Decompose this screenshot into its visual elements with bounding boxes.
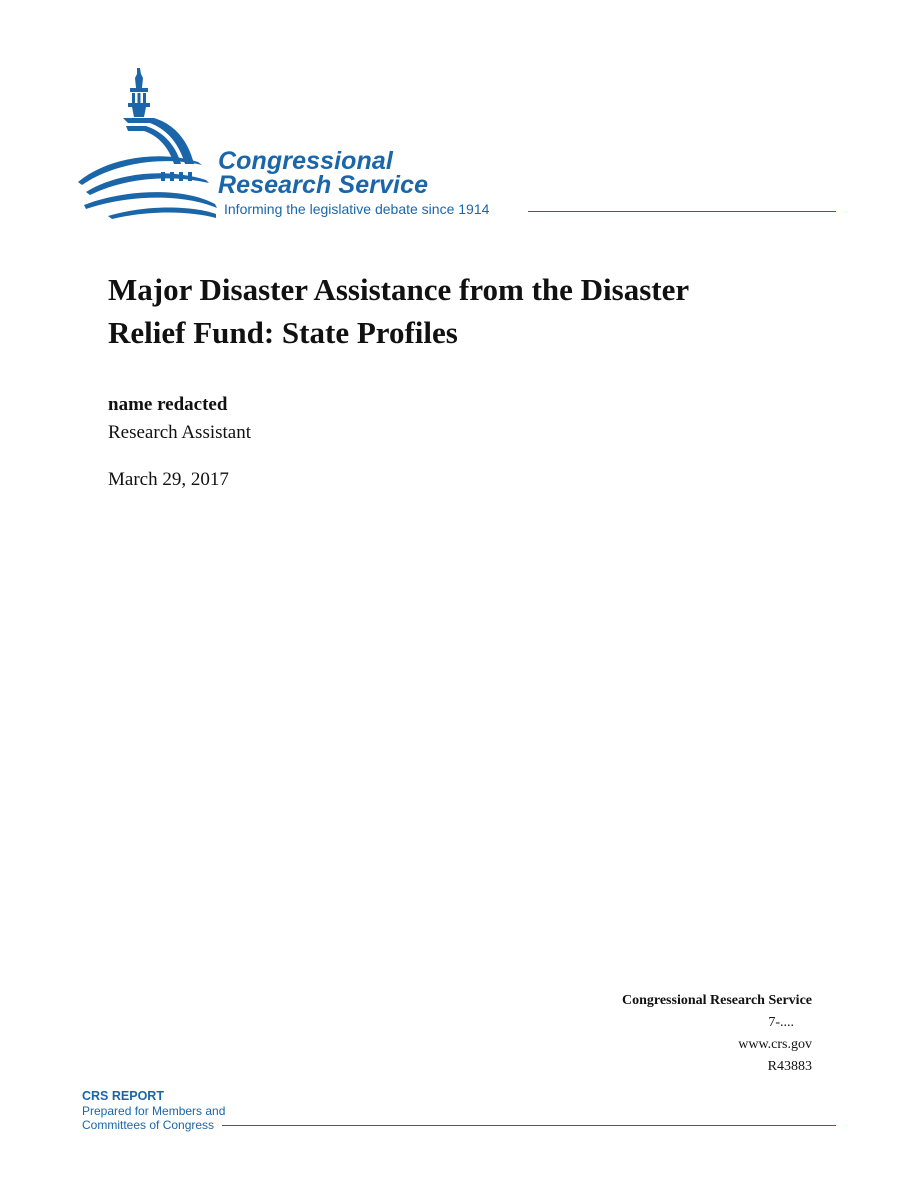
- capitol-dome-icon: [78, 64, 223, 219]
- logo-divider: [528, 211, 836, 212]
- publisher-phone: 7-....: [768, 1015, 794, 1030]
- author-name: name redacted: [108, 394, 228, 415]
- report-title-line2: Relief Fund: State Profiles: [108, 315, 458, 350]
- report-date: March 29, 2017: [108, 469, 229, 490]
- logo-tagline: Informing the legislative debate since 1914: [224, 201, 490, 217]
- publisher-block: [622, 990, 812, 1078]
- publisher-website: www.crs.gov: [738, 1037, 812, 1052]
- author-role: Research Assistant: [108, 422, 252, 443]
- footer-crs-report: CRS REPORT: [82, 1089, 164, 1103]
- logo-wordmark-line1: Congressional: [218, 147, 393, 175]
- logo-wordmark-line2: Research Service: [218, 171, 429, 199]
- footer-committees: Committees of Congress: [82, 1118, 215, 1132]
- report-title-line1: Major Disaster Assistance from the Disaster: [108, 272, 690, 307]
- report-title: [108, 268, 828, 354]
- report-number: R43883: [767, 1059, 812, 1074]
- publisher-name: Congressional Research Service: [621, 993, 812, 1008]
- footer-prepared-for: Prepared for Members and: [82, 1104, 226, 1118]
- footer-divider: [222, 1125, 836, 1126]
